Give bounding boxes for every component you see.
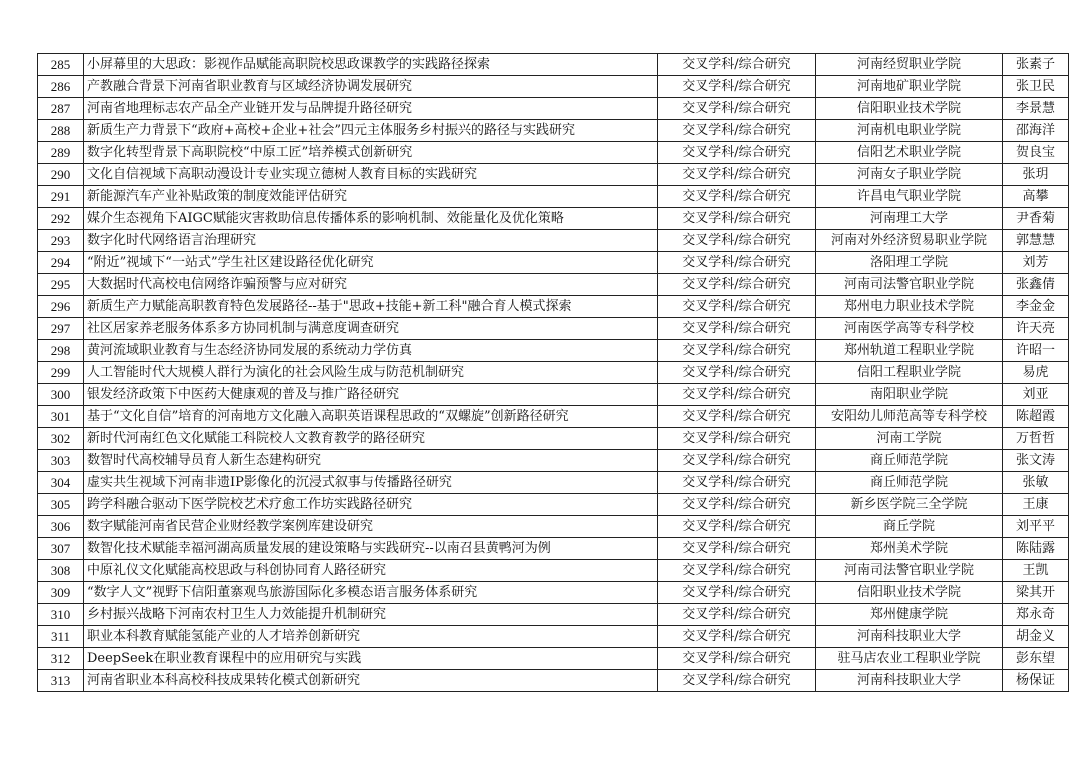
institution-cell: 河南经贸职业学院	[816, 54, 1003, 76]
category-cell: 交叉学科/综合研究	[658, 494, 816, 516]
project-title-cell: 新质生产力赋能高职教育特色发展路径--基于"思政+技能+新工科"融合育人模式探索	[84, 296, 658, 318]
table-row	[38, 670, 1069, 692]
table-row	[38, 164, 1069, 186]
institution-cell: 河南机电职业学院	[816, 120, 1003, 142]
applicant-cell: 张鑫倩	[1003, 274, 1069, 296]
applicant-cell: 许昭一	[1003, 340, 1069, 362]
project-title-cell: 虚实共生视域下河南非遗IP影像化的沉浸式叙事与传播路径研究	[84, 472, 658, 494]
applicant-cell: 王凯	[1003, 560, 1069, 582]
row-number-cell: 295	[38, 274, 84, 296]
project-title-cell: 媒介生态视角下AIGC赋能灾害救助信息传播体系的影响机制、效能量化及优化策略	[84, 208, 658, 230]
category-cell: 交叉学科/综合研究	[658, 626, 816, 648]
applicant-cell: 杨保证	[1003, 670, 1069, 692]
category-cell: 交叉学科/综合研究	[658, 472, 816, 494]
institution-cell: 信阳职业技术学院	[816, 582, 1003, 604]
row-number-cell: 311	[38, 626, 84, 648]
applicant-cell: 刘平平	[1003, 516, 1069, 538]
category-cell: 交叉学科/综合研究	[658, 230, 816, 252]
row-number-cell: 305	[38, 494, 84, 516]
institution-cell: 河南对外经济贸易职业学院	[816, 230, 1003, 252]
category-cell: 交叉学科/综合研究	[658, 98, 816, 120]
table-row	[38, 472, 1069, 494]
project-title-cell: 社区居家养老服务体系多方协同机制与满意度调查研究	[84, 318, 658, 340]
category-cell: 交叉学科/综合研究	[658, 560, 816, 582]
institution-cell: 许昌电气职业学院	[816, 186, 1003, 208]
category-cell: 交叉学科/综合研究	[658, 186, 816, 208]
applicant-cell: 万哲哲	[1003, 428, 1069, 450]
row-number-cell: 292	[38, 208, 84, 230]
institution-cell: 安阳幼儿师范高等专科学校	[816, 406, 1003, 428]
category-cell: 交叉学科/综合研究	[658, 120, 816, 142]
table-row	[38, 296, 1069, 318]
institution-cell: 商丘师范学院	[816, 450, 1003, 472]
project-title-cell: DeepSeek在职业教育课程中的应用研究与实践	[84, 648, 658, 670]
table-row	[38, 252, 1069, 274]
project-title-cell: 产教融合背景下河南省职业教育与区域经济协调发展研究	[84, 76, 658, 98]
project-title-cell: 中原礼仪文化赋能高校思政与科创协同育人路径研究	[84, 560, 658, 582]
table-row	[38, 54, 1069, 76]
project-title-cell: 数智化技术赋能幸福河湖高质量发展的建设策略与实践研究--以南召县黄鸭河为例	[84, 538, 658, 560]
applicant-cell: 张素子	[1003, 54, 1069, 76]
row-number-cell: 290	[38, 164, 84, 186]
table-row	[38, 318, 1069, 340]
project-title-cell: 乡村振兴战略下河南农村卫生人力效能提升机制研究	[84, 604, 658, 626]
row-number-cell: 293	[38, 230, 84, 252]
institution-cell: 郑州电力职业技术学院	[816, 296, 1003, 318]
table-row	[38, 648, 1069, 670]
category-cell: 交叉学科/综合研究	[658, 274, 816, 296]
project-title-cell: 新能源汽车产业补贴政策的制度效能评估研究	[84, 186, 658, 208]
institution-cell: 商丘学院	[816, 516, 1003, 538]
row-number-cell: 294	[38, 252, 84, 274]
applicant-cell: 邵海洋	[1003, 120, 1069, 142]
applicant-cell: 刘亚	[1003, 384, 1069, 406]
table-row	[38, 340, 1069, 362]
category-cell: 交叉学科/综合研究	[658, 604, 816, 626]
category-cell: 交叉学科/综合研究	[658, 142, 816, 164]
row-number-cell: 312	[38, 648, 84, 670]
table-row	[38, 208, 1069, 230]
applicant-cell: 张卫民	[1003, 76, 1069, 98]
project-title-cell: 黄河流域职业教育与生态经济协同发展的系统动力学仿真	[84, 340, 658, 362]
category-cell: 交叉学科/综合研究	[658, 54, 816, 76]
row-number-cell: 298	[38, 340, 84, 362]
row-number-cell: 310	[38, 604, 84, 626]
project-title-cell: 大数据时代高校电信网络诈骗预警与应对研究	[84, 274, 658, 296]
project-list-body	[38, 54, 1069, 692]
applicant-cell: 李景慧	[1003, 98, 1069, 120]
row-number-cell: 296	[38, 296, 84, 318]
row-number-cell: 297	[38, 318, 84, 340]
project-title-cell: “数字人文”视野下信阳董寨观鸟旅游国际化多模态语言服务体系研究	[84, 582, 658, 604]
table-row	[38, 494, 1069, 516]
table-row	[38, 230, 1069, 252]
category-cell: 交叉学科/综合研究	[658, 428, 816, 450]
applicant-cell: 张文涛	[1003, 450, 1069, 472]
category-cell: 交叉学科/综合研究	[658, 582, 816, 604]
project-title-cell: 数字化转型背景下高职院校“中原工匠”培养模式创新研究	[84, 142, 658, 164]
institution-cell: 河南医学高等专科学校	[816, 318, 1003, 340]
applicant-cell: 陈超霞	[1003, 406, 1069, 428]
row-number-cell: 289	[38, 142, 84, 164]
project-title-cell: 数字赋能河南省民营企业财经教学案例库建设研究	[84, 516, 658, 538]
applicant-cell: 张玥	[1003, 164, 1069, 186]
institution-cell: 河南科技职业大学	[816, 670, 1003, 692]
table-row	[38, 76, 1069, 98]
applicant-cell: 高攀	[1003, 186, 1069, 208]
row-number-cell: 304	[38, 472, 84, 494]
category-cell: 交叉学科/综合研究	[658, 252, 816, 274]
table-row	[38, 450, 1069, 472]
institution-cell: 河南女子职业学院	[816, 164, 1003, 186]
project-title-cell: “附近”视域下“一站式”学生社区建设路径优化研究	[84, 252, 658, 274]
applicant-cell: 贺良宝	[1003, 142, 1069, 164]
table-row	[38, 186, 1069, 208]
row-number-cell: 306	[38, 516, 84, 538]
table-row	[38, 428, 1069, 450]
institution-cell: 郑州健康学院	[816, 604, 1003, 626]
applicant-cell: 李金金	[1003, 296, 1069, 318]
institution-cell: 河南司法警官职业学院	[816, 274, 1003, 296]
project-title-cell: 新时代河南红色文化赋能工科院校人文教育教学的路径研究	[84, 428, 658, 450]
category-cell: 交叉学科/综合研究	[658, 406, 816, 428]
applicant-cell: 彭东望	[1003, 648, 1069, 670]
category-cell: 交叉学科/综合研究	[658, 164, 816, 186]
table-row	[38, 538, 1069, 560]
project-title-cell: 小屏幕里的大思政：影视作品赋能高职院校思政课教学的实践路径探索	[84, 54, 658, 76]
institution-cell: 河南科技职业大学	[816, 626, 1003, 648]
project-title-cell: 数字化时代网络语言治理研究	[84, 230, 658, 252]
project-title-cell: 跨学科融合驱动下医学院校艺术疗愈工作坊实践路径研究	[84, 494, 658, 516]
institution-cell: 南阳职业学院	[816, 384, 1003, 406]
category-cell: 交叉学科/综合研究	[658, 340, 816, 362]
table-row	[38, 516, 1069, 538]
category-cell: 交叉学科/综合研究	[658, 362, 816, 384]
table-row	[38, 384, 1069, 406]
institution-cell: 新乡医学院三全学院	[816, 494, 1003, 516]
applicant-cell: 尹香菊	[1003, 208, 1069, 230]
applicant-cell: 许天亮	[1003, 318, 1069, 340]
applicant-cell: 易虎	[1003, 362, 1069, 384]
project-title-cell: 河南省地理标志农产品全产业链开发与品牌提升路径研究	[84, 98, 658, 120]
project-title-cell: 新质生产力背景下“政府+高校+企业+社会”四元主体服务乡村振兴的路径与实践研究	[84, 120, 658, 142]
table-row	[38, 142, 1069, 164]
row-number-cell: 288	[38, 120, 84, 142]
row-number-cell: 308	[38, 560, 84, 582]
category-cell: 交叉学科/综合研究	[658, 450, 816, 472]
row-number-cell: 287	[38, 98, 84, 120]
institution-cell: 河南地矿职业学院	[816, 76, 1003, 98]
applicant-cell: 胡金义	[1003, 626, 1069, 648]
project-title-cell: 银发经济政策下中医药大健康观的普及与推广路径研究	[84, 384, 658, 406]
category-cell: 交叉学科/综合研究	[658, 648, 816, 670]
category-cell: 交叉学科/综合研究	[658, 516, 816, 538]
row-number-cell: 285	[38, 54, 84, 76]
table-row	[38, 406, 1069, 428]
row-number-cell: 309	[38, 582, 84, 604]
institution-cell: 信阳工程职业学院	[816, 362, 1003, 384]
institution-cell: 商丘师范学院	[816, 472, 1003, 494]
table-row	[38, 362, 1069, 384]
applicant-cell: 刘芳	[1003, 252, 1069, 274]
applicant-cell: 郭慧慧	[1003, 230, 1069, 252]
applicant-cell: 王康	[1003, 494, 1069, 516]
institution-cell: 郑州美术学院	[816, 538, 1003, 560]
category-cell: 交叉学科/综合研究	[658, 296, 816, 318]
applicant-cell: 郑永奇	[1003, 604, 1069, 626]
category-cell: 交叉学科/综合研究	[658, 76, 816, 98]
institution-cell: 郑州轨道工程职业学院	[816, 340, 1003, 362]
table-row	[38, 626, 1069, 648]
row-number-cell: 307	[38, 538, 84, 560]
row-number-cell: 303	[38, 450, 84, 472]
project-title-cell: 文化自信视域下高职动漫设计专业实现立德树人教育目标的实践研究	[84, 164, 658, 186]
row-number-cell: 301	[38, 406, 84, 428]
category-cell: 交叉学科/综合研究	[658, 208, 816, 230]
row-number-cell: 313	[38, 670, 84, 692]
institution-cell: 洛阳理工学院	[816, 252, 1003, 274]
institution-cell: 信阳职业技术学院	[816, 98, 1003, 120]
institution-cell: 河南理工大学	[816, 208, 1003, 230]
applicant-cell: 张敏	[1003, 472, 1069, 494]
row-number-cell: 286	[38, 76, 84, 98]
table-row	[38, 98, 1069, 120]
project-list-table	[37, 53, 1069, 692]
row-number-cell: 291	[38, 186, 84, 208]
table-row	[38, 274, 1069, 296]
table-row	[38, 582, 1069, 604]
table-row	[38, 120, 1069, 142]
project-title-cell: 河南省职业本科高校科技成果转化模式创新研究	[84, 670, 658, 692]
project-title-cell: 职业本科教育赋能氢能产业的人才培养创新研究	[84, 626, 658, 648]
category-cell: 交叉学科/综合研究	[658, 538, 816, 560]
applicant-cell: 陈陆露	[1003, 538, 1069, 560]
institution-cell: 河南司法警官职业学院	[816, 560, 1003, 582]
category-cell: 交叉学科/综合研究	[658, 318, 816, 340]
table-row	[38, 604, 1069, 626]
row-number-cell: 302	[38, 428, 84, 450]
project-title-cell: 基于“文化自信”培育的河南地方文化融入高职英语课程思政的“双螺旋”创新路径研究	[84, 406, 658, 428]
category-cell: 交叉学科/综合研究	[658, 670, 816, 692]
row-number-cell: 300	[38, 384, 84, 406]
row-number-cell: 299	[38, 362, 84, 384]
project-title-cell: 人工智能时代大规模人群行为演化的社会风险生成与防范机制研究	[84, 362, 658, 384]
applicant-cell: 梁其开	[1003, 582, 1069, 604]
institution-cell: 河南工学院	[816, 428, 1003, 450]
category-cell: 交叉学科/综合研究	[658, 384, 816, 406]
institution-cell: 驻马店农业工程职业学院	[816, 648, 1003, 670]
table-row	[38, 560, 1069, 582]
project-title-cell: 数智时代高校辅导员育人新生态建构研究	[84, 450, 658, 472]
institution-cell: 信阳艺术职业学院	[816, 142, 1003, 164]
